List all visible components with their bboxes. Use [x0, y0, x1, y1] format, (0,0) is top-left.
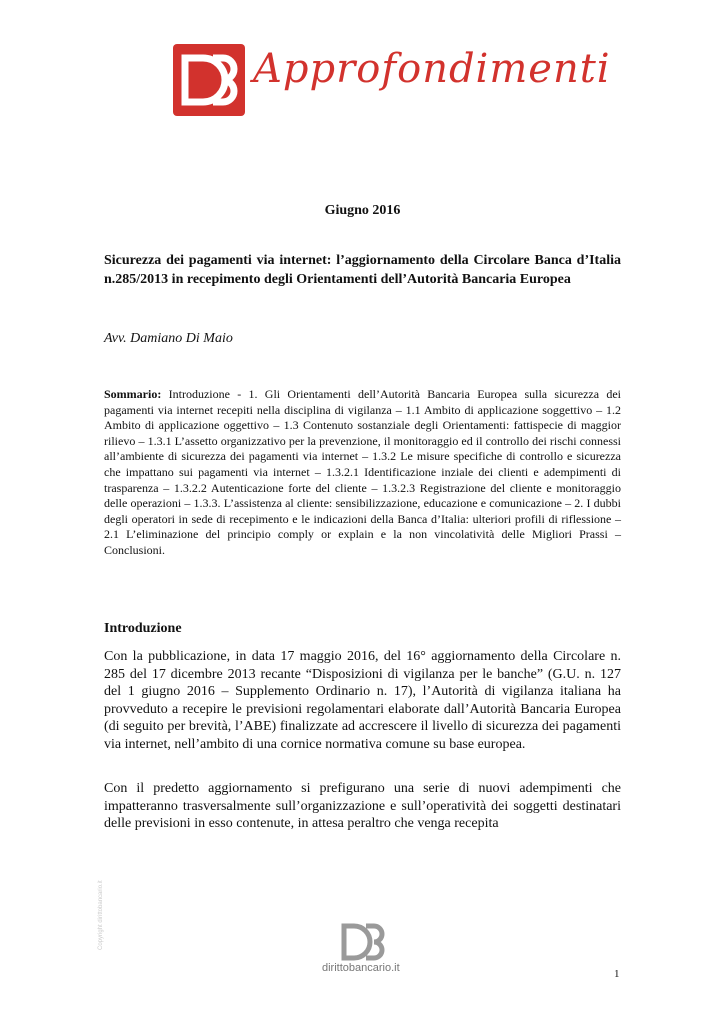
- summary-label: Sommario:: [104, 387, 162, 401]
- summary-text: Introduzione - 1. Gli Orientamenti dell’Autorità Bancaria Europea sulla sicurezza dei pagamenti via internet recepiti nella disciplina di vigilanza – 1.1 Ambito di applicazione soggettivo – 1.2 Ambito di applicazione oggettivo – 1.3 Contenuto sostanziale degli Orientamenti: fattispecie di maggior rilievo – 1.3.1 L’assetto organizzativo per la prevenzione, il monitoraggio ed il controllo dei rischi connessi all’ambiente di sicurezza dei pagamenti via internet – 1.3.2 Le misure specifiche di controllo e sicurezza che impattano sui pagamenti via internet – 1.3.2.1 Identificazione inziale dei clienti e adempimenti di trasparenza – 1.3.2.2 Autenticazione forte del cliente – 1.3.2.3 Registrazione del cliente e monitoraggio delle operazioni – 1.3.3. L’assistenza al cliente: sensibilizzazione, educazione e comunicazione – 2. I dubbi degli operatori in sede di recepimento e le indicazioni della Banca d’Italia: ulteriori profili di riflessione – 2.1 L’eliminazione del principio comply or explain e la non vincolatività delle Migliori Prassi – Conclusioni.: [104, 387, 621, 557]
- article-title: Sicurezza dei pagamenti via internet: l’aggiornamento della Circolare Banca d’Italia n.285/2013 in recepimento degli Orientamenti dell’Autorità Bancaria Europea: [104, 253, 621, 287]
- copyright-notice: Copyright dirittobancario.it: [98, 880, 104, 950]
- logo-wordmark: Approfondimenti: [253, 46, 611, 92]
- page-number: 1: [614, 968, 620, 980]
- header-logo: [173, 44, 611, 124]
- paragraph: Con il predetto aggiornamento si prefigurano una serie di nuovi adempimenti che impatteranno trasversalmente sull’organizzazione e sull’operatività dei soggetti destinatari delle previsioni in esso contenute, in attesa peraltro che venga recepita: [104, 781, 621, 832]
- footer-site-name: dirittobancario.it: [322, 962, 400, 974]
- footer-db-logo-icon: [340, 922, 390, 962]
- article-author: Avv. Damiano Di Maio: [104, 331, 233, 346]
- paragraph: Con la pubblicazione, in data 17 maggio 2016, del 16° aggiornamento della Circolare n. 285 del 17 dicembre 2013 recante “Disposizioni di vigilanza per le banche” (G.U. n. 127 del 1 giugno 2016 – Supplemento Ordinario n. 17), l’Autorità di vigilanza italiana ha provveduto a recepire le previsioni regolamentari elaborate dall’Autorità Bancaria Europea (di seguito per brevità, l’ABE) finalizzate ad accrescere il livello di sicurezza dei pagamenti via internet, nell’ambito di una cornice normativa comune su base europea.: [104, 649, 621, 752]
- summary: [104, 387, 621, 559]
- db-logo-icon: [173, 44, 245, 116]
- section-heading-introduzione: Introduzione: [104, 621, 182, 636]
- publication-date: Giugno 2016: [324, 203, 401, 218]
